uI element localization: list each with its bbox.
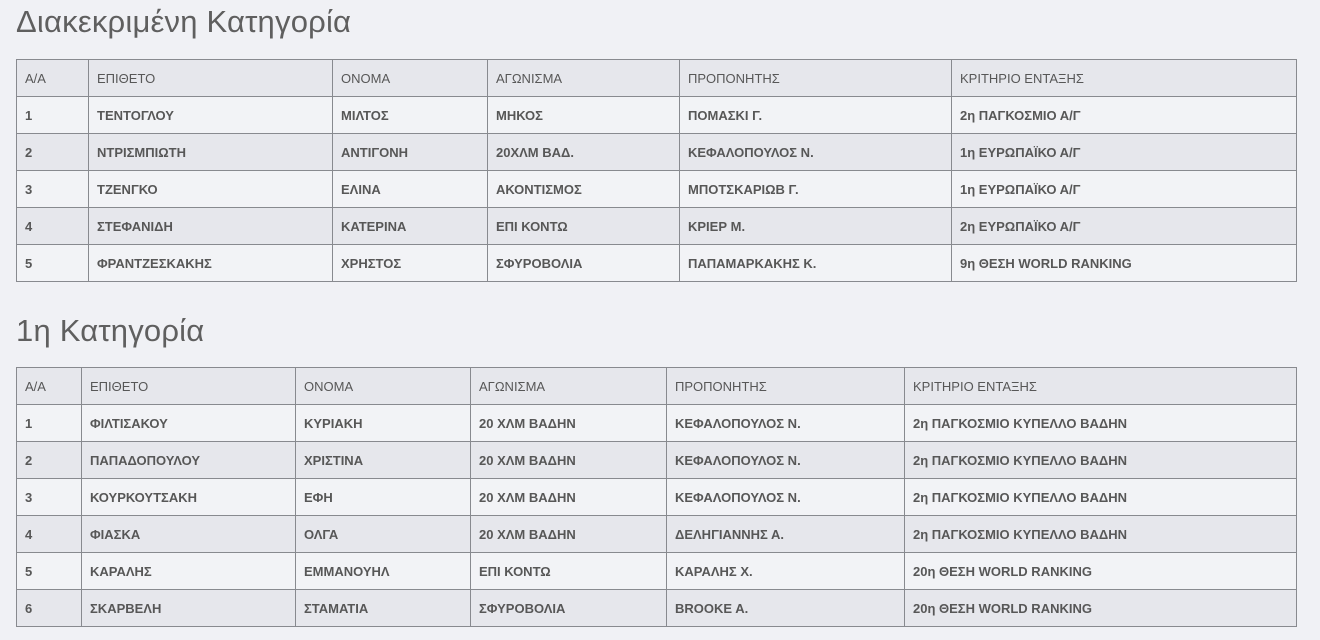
cell-event: 20 ΧΛΜ ΒΑΔΗΝ [471,516,667,553]
cell-name: ΚΥΡΙΑΚΗ [296,405,471,442]
column-header-surname: ΕΠΙΘΕΤΟ [89,60,333,97]
section-title-first-category: 1η Κατηγορία [16,313,205,348]
cell-coach: ΔΕΛΗΓΙΑΝΝΗΣ Α. [667,516,905,553]
table-header-row [17,368,1297,405]
cell-surname: ΝΤΡΙΣΜΠΙΩΤΗ [89,134,333,171]
column-header-coach: ΠΡΟΠΟΝΗΤΗΣ [680,60,952,97]
table-row [17,479,1297,516]
cell-index: 2 [17,134,89,171]
cell-name: ΑΝΤΙΓΟΝΗ [333,134,488,171]
cell-criterion: 2η ΠΑΓΚΟΣΜΙΟ ΚΥΠΕΛΛΟ ΒΑΔΗΝ [905,516,1297,553]
table-row [17,442,1297,479]
table-header-row [17,60,1297,97]
cell-index: 1 [17,405,82,442]
cell-coach: ΚΕΦΑΛΟΠΟΥΛΟΣ Ν. [680,134,952,171]
table-row [17,171,1297,208]
column-header-index: Α/Α [17,60,89,97]
cell-name: ΧΡΙΣΤΙΝΑ [296,442,471,479]
cell-name: ΕΜΜΑΝΟΥΗΛ [296,553,471,590]
cell-index: 2 [17,442,82,479]
cell-coach: ΠΑΠΑΜΑΡΚΑΚΗΣ Κ. [680,245,952,282]
cell-criterion: 9η ΘΕΣΗ WORLD RANKING [952,245,1297,282]
cell-surname: ΚΑΡΑΛΗΣ [82,553,296,590]
column-header-surname: ΕΠΙΘΕΤΟ [82,368,296,405]
cell-event: ΑΚΟΝΤΙΣΜΟΣ [488,171,680,208]
table-row [17,590,1297,627]
column-header-event: ΑΓΩΝΙΣΜΑ [471,368,667,405]
cell-name: ΜΙΛΤΟΣ [333,97,488,134]
cell-criterion: 2η ΕΥΡΩΠΑΪΚΟ Α/Γ [952,208,1297,245]
cell-surname: ΣΚΑΡΒΕΛΗ [82,590,296,627]
cell-name: ΕΛΙΝΑ [333,171,488,208]
cell-surname: ΠΑΠΑΔΟΠΟΥΛΟΥ [82,442,296,479]
cell-coach: ΚΕΦΑΛΟΠΟΥΛΟΣ Ν. [667,479,905,516]
cell-criterion: 1η ΕΥΡΩΠΑΪΚΟ Α/Γ [952,134,1297,171]
cell-criterion: 20η ΘΕΣΗ WORLD RANKING [905,590,1297,627]
table-row [17,134,1297,171]
cell-name: ΕΦΗ [296,479,471,516]
table-row [17,516,1297,553]
cell-index: 3 [17,171,89,208]
cell-name: ΚΑΤΕΡΙΝΑ [333,208,488,245]
table-row [17,208,1297,245]
cell-coach: ΚΕΦΑΛΟΠΟΥΛΟΣ Ν. [667,405,905,442]
cell-name: ΣΤΑΜΑΤΙΑ [296,590,471,627]
cell-criterion: 2η ΠΑΓΚΟΣΜΙΟ ΚΥΠΕΛΛΟ ΒΑΔΗΝ [905,479,1297,516]
column-header-event: ΑΓΩΝΙΣΜΑ [488,60,680,97]
table-row [17,405,1297,442]
column-header-name: ΟΝΟΜΑ [296,368,471,405]
cell-surname: ΤΖΕΝΓΚΟ [89,171,333,208]
cell-surname: ΚΟΥΡΚΟΥΤΣΑΚΗ [82,479,296,516]
cell-index: 4 [17,208,89,245]
cell-event: ΕΠΙ ΚΟΝΤΩ [471,553,667,590]
cell-surname: ΦΙΛΤΙΣΑΚΟΥ [82,405,296,442]
cell-coach: ΠΟΜΑΣΚΙ Γ. [680,97,952,134]
cell-index: 6 [17,590,82,627]
cell-event: ΣΦΥΡΟΒΟΛΙΑ [488,245,680,282]
cell-name: ΧΡΗΣΤΟΣ [333,245,488,282]
cell-event: 20ΧΛΜ ΒΑΔ. [488,134,680,171]
cell-index: 4 [17,516,82,553]
section-title-distinguished-category: Διακεκριμένη Κατηγορία [16,4,352,39]
table-row [17,553,1297,590]
table-row [17,97,1297,134]
cell-criterion: 1η ΕΥΡΩΠΑΪΚΟ Α/Γ [952,171,1297,208]
cell-surname: ΦΙΑΣΚΑ [82,516,296,553]
cell-coach: ΚΕΦΑΛΟΠΟΥΛΟΣ Ν. [667,442,905,479]
cell-name: ΟΛΓΑ [296,516,471,553]
cell-criterion: 2η ΠΑΓΚΟΣΜΙΟ ΚΥΠΕΛΛΟ ΒΑΔΗΝ [905,405,1297,442]
cell-index: 3 [17,479,82,516]
cell-coach: ΚΑΡΑΛΗΣ Χ. [667,553,905,590]
cell-coach: ΚΡΙΕΡ Μ. [680,208,952,245]
cell-surname: ΦΡΑΝΤΖΕΣΚΑΚΗΣ [89,245,333,282]
column-header-criterion: ΚΡΙΤΗΡΙΟ ΕΝΤΑΞΗΣ [905,368,1297,405]
first-category-table [16,367,1297,627]
cell-event: ΕΠΙ ΚΟΝΤΩ [488,208,680,245]
cell-event: 20 ΧΛΜ ΒΑΔΗΝ [471,479,667,516]
cell-event: 20 ΧΛΜ ΒΑΔΗΝ [471,442,667,479]
cell-criterion: 20η ΘΕΣΗ WORLD RANKING [905,553,1297,590]
cell-coach: ΜΠΟΤΣΚΑΡΙΩΒ Γ. [680,171,952,208]
cell-criterion: 2η ΠΑΓΚΟΣΜΙΟ ΚΥΠΕΛΛΟ ΒΑΔΗΝ [905,442,1297,479]
distinguished-category-table [16,59,1297,282]
cell-coach: BROOKE A. [667,590,905,627]
cell-surname: ΤΕΝΤΟΓΛΟΥ [89,97,333,134]
column-header-criterion: ΚΡΙΤΗΡΙΟ ΕΝΤΑΞΗΣ [952,60,1297,97]
column-header-index: Α/Α [17,368,82,405]
cell-event: 20 ΧΛΜ ΒΑΔΗΝ [471,405,667,442]
cell-index: 5 [17,553,82,590]
cell-event: ΣΦΥΡΟΒΟΛΙΑ [471,590,667,627]
cell-surname: ΣΤΕΦΑΝΙΔΗ [89,208,333,245]
cell-index: 1 [17,97,89,134]
column-header-name: ΟΝΟΜΑ [333,60,488,97]
table-row [17,245,1297,282]
column-header-coach: ΠΡΟΠΟΝΗΤΗΣ [667,368,905,405]
cell-index: 5 [17,245,89,282]
cell-event: ΜΗΚΟΣ [488,97,680,134]
cell-criterion: 2η ΠΑΓΚΟΣΜΙΟ Α/Γ [952,97,1297,134]
